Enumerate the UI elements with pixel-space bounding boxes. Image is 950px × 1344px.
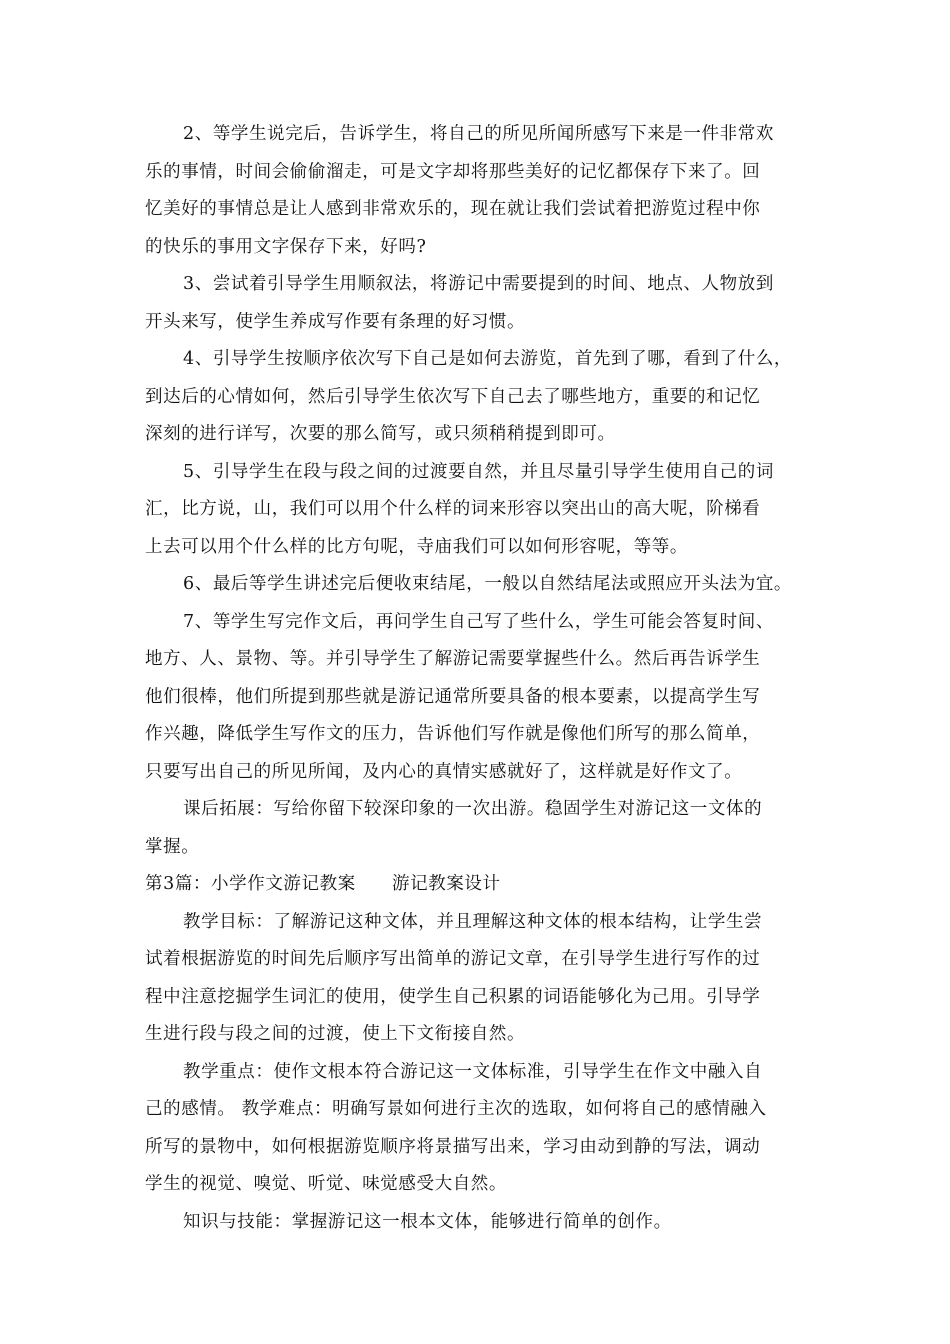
extension-line-1: 课后拓展：写给你留下较深印象的一次出游。稳固学生对游记这一文体的 (183, 799, 763, 819)
paragraph-3-line-2: 开头来写，使学生养成写作要有条理的好习惯。 (145, 312, 526, 332)
paragraph-4-line-2: 到达后的心情如何，然后引导学生依次写下自己去了哪些地方，重要的和记忆 (145, 387, 761, 407)
paragraph-2-line-4: 的快乐的事用文字保存下来，好吗? (145, 237, 427, 257)
paragraph-4-line-3: 深刻的进行详写，次要的那么简写，或只须稍稍提到即可。 (145, 424, 616, 444)
paragraph-4-line-1: 4、引导学生按顺序依次写下自己是如何去游览，首先到了哪，看到了什么， (183, 349, 793, 369)
teaching-focus-line-4: 学生的视觉、嗅觉、听觉、味觉感受大自然。 (145, 1174, 507, 1194)
paragraph-7-line-1: 7、等学生写完作文后，再问学生自己写了些什么，学生可能会答复时间、 (183, 612, 774, 632)
teaching-focus-line-3: 所写的景物中，如何根据游览顺序将景描写出来，学习由动到静的写法，调动 (145, 1137, 761, 1157)
extension-line-2: 掌握。 (145, 837, 200, 857)
teaching-goal-line-3: 程中注意挖掘学生词汇的使用，使学生自己积累的词语能够化为己用。引导学 (145, 987, 761, 1007)
paragraph-7-line-5: 只要写出自己的所见所闻，及内心的真情实感就好了，这样就是好作文了。 (145, 762, 743, 782)
teaching-goal-line-1: 教学目标：了解游记这种文体，并且理解这种文体的根本结构，让学生尝 (183, 912, 763, 932)
teaching-focus-line-2: 己的感情。 教学难点：明确写景如何进行主次的选取，如何将自己的感情融入 (145, 1099, 767, 1119)
paragraph-5-line-1: 5、引导学生在段与段之间的过渡要自然，并且尽量引导学生使用自己的词 (183, 462, 774, 482)
paragraph-2-line-2: 乐的事情，时间会偷偷溜走，可是文字却将那些美好的记忆都保存下来了。回 (145, 162, 761, 182)
teaching-focus-line-1: 教学重点：使作文根本符合游记这一文体标准，引导学生在作文中融入自 (183, 1062, 763, 1082)
teaching-goal-line-2: 试着根据游览的时间先后顺序写出简单的游记文章，在引导学生进行写作的过 (145, 949, 761, 969)
paragraph-7-line-4: 作兴趣，降低学生写作文的压力，告诉他们写作就是像他们所写的那么简单， (145, 724, 761, 744)
knowledge-skills-line: 知识与技能：掌握游记这一根本文体，能够进行简单的创作。 (183, 1212, 672, 1232)
section-heading: 第3篇：小学作文游记教案 游记教案设计 (145, 874, 501, 894)
paragraph-5-line-3: 上去可以用个什么样的比方句呢，寺庙我们可以如何形容呢，等等。 (145, 537, 688, 557)
paragraph-5-line-2: 汇，比方说，山，我们可以用个什么样的词来形容以突出山的高大呢，阶梯看 (145, 499, 761, 519)
paragraph-7-line-2: 地方、人、景物、等。并引导学生了解游记需要掌握些什么。然后再告诉学生 (145, 649, 761, 669)
paragraph-2-line-3: 忆美好的事情总是让人感到非常欢乐的，现在就让我们尝试着把游览过程中你 (145, 199, 761, 219)
paragraph-7-line-3: 他们很棒，他们所提到那些就是游记通常所要具备的根本要素，以提高学生写 (145, 687, 761, 707)
teaching-goal-line-4: 生进行段与段之间的过渡，使上下文衔接自然。 (145, 1024, 526, 1044)
paragraph-6-line-1: 6、最后等学生讲述完后便收束结尾，一般以自然结尾法或照应开头法为宜。 (183, 574, 793, 594)
paragraph-3-line-1: 3、尝试着引导学生用顺叙法，将游记中需要提到的时间、地点、人物放到 (183, 274, 774, 294)
paragraph-2-line-1: 2、等学生说完后，告诉学生，将自己的所见所闻所感写下来是一件非常欢 (183, 124, 774, 144)
